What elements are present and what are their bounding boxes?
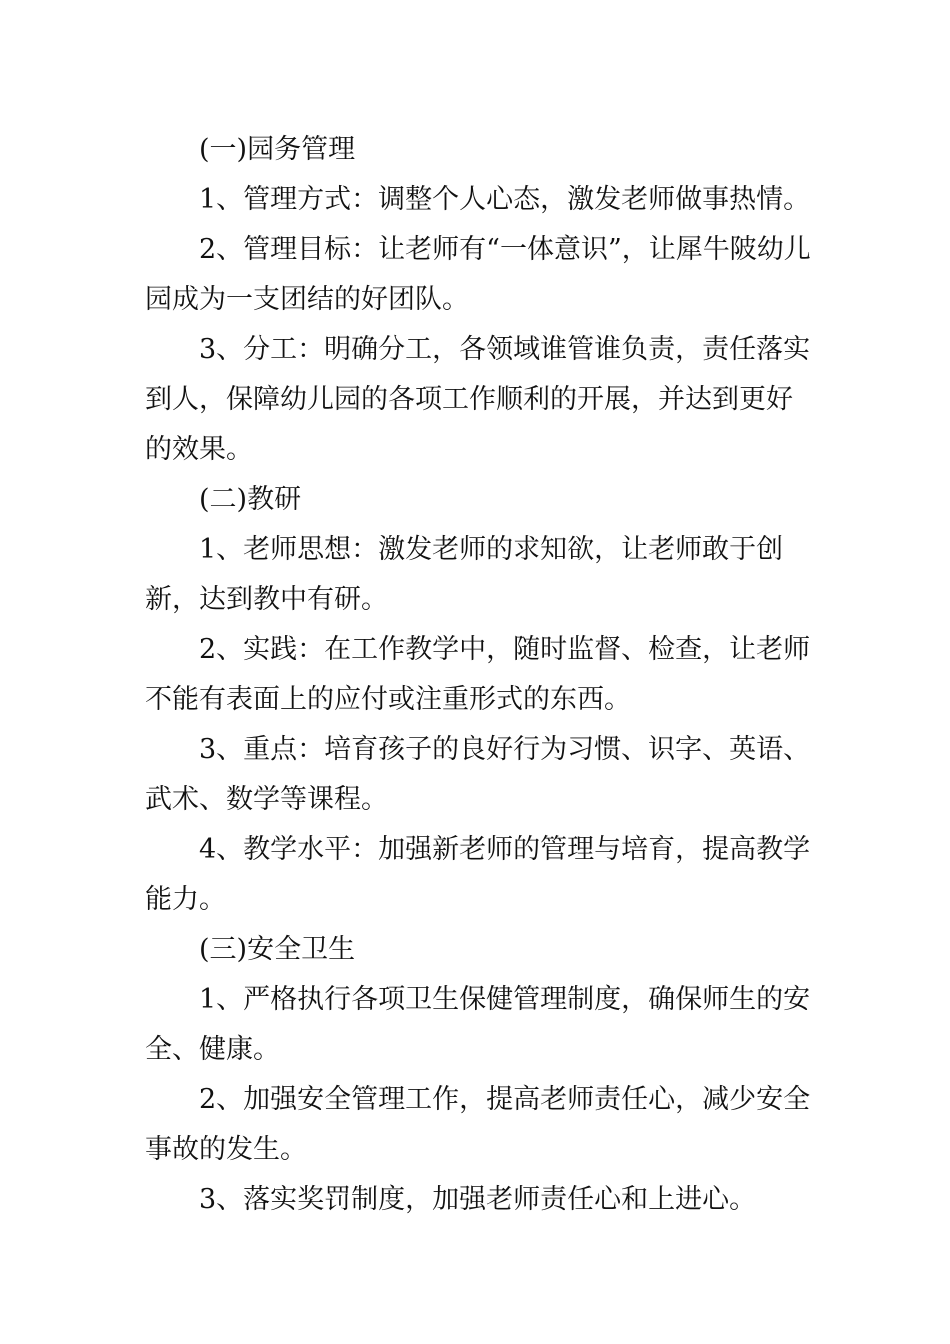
paragraph-focus: 3、重点：培育孩子的良好行为习惯、识字、英语、武术、数学等课程。 (145, 734, 811, 815)
paragraph-management-method: 1、管理方式：调整个人心态，激发老师做事热情。 (199, 184, 811, 215)
document-body (145, 125, 815, 1225)
paragraph-teaching-level: 4、教学水平：加强新老师的管理与培育，提高教学能力。 (145, 834, 811, 915)
section-heading-kindergarten-management: (一)园务管理 (199, 134, 356, 165)
paragraph-safety-management: 2、加强安全管理工作，提高老师责任心，减少安全事故的发生。 (145, 1084, 811, 1165)
paragraph-teacher-thinking: 1、老师思想：激发老师的求知欲，让老师敢于创新，达到教中有研。 (145, 534, 784, 615)
section-heading-safety-hygiene: (三)安全卫生 (199, 934, 356, 965)
paragraph-management-goal: 2、管理目标：让老师有“一体意识”，让犀牛陂幼儿园成为一支团结的好团队。 (145, 234, 811, 315)
paragraph-reward-punishment: 3、落实奖罚制度，加强老师责任心和上进心。 (199, 1184, 757, 1215)
paragraph-division-of-labor: 3、分工：明确分工，各领域谁管谁负责，责任落实到人，保障幼儿园的各项工作顺利的开展，并达到更好的效果。 (145, 334, 811, 465)
paragraph-practice: 2、实践：在工作教学中，随时监督、检查，让老师不能有表面上的应付或注重形式的东西。 (145, 634, 811, 715)
paragraph-hygiene-rules: 1、严格执行各项卫生保健管理制度，确保师生的安全、健康。 (145, 984, 811, 1065)
section-heading-teaching-research: (二)教研 (199, 484, 302, 515)
